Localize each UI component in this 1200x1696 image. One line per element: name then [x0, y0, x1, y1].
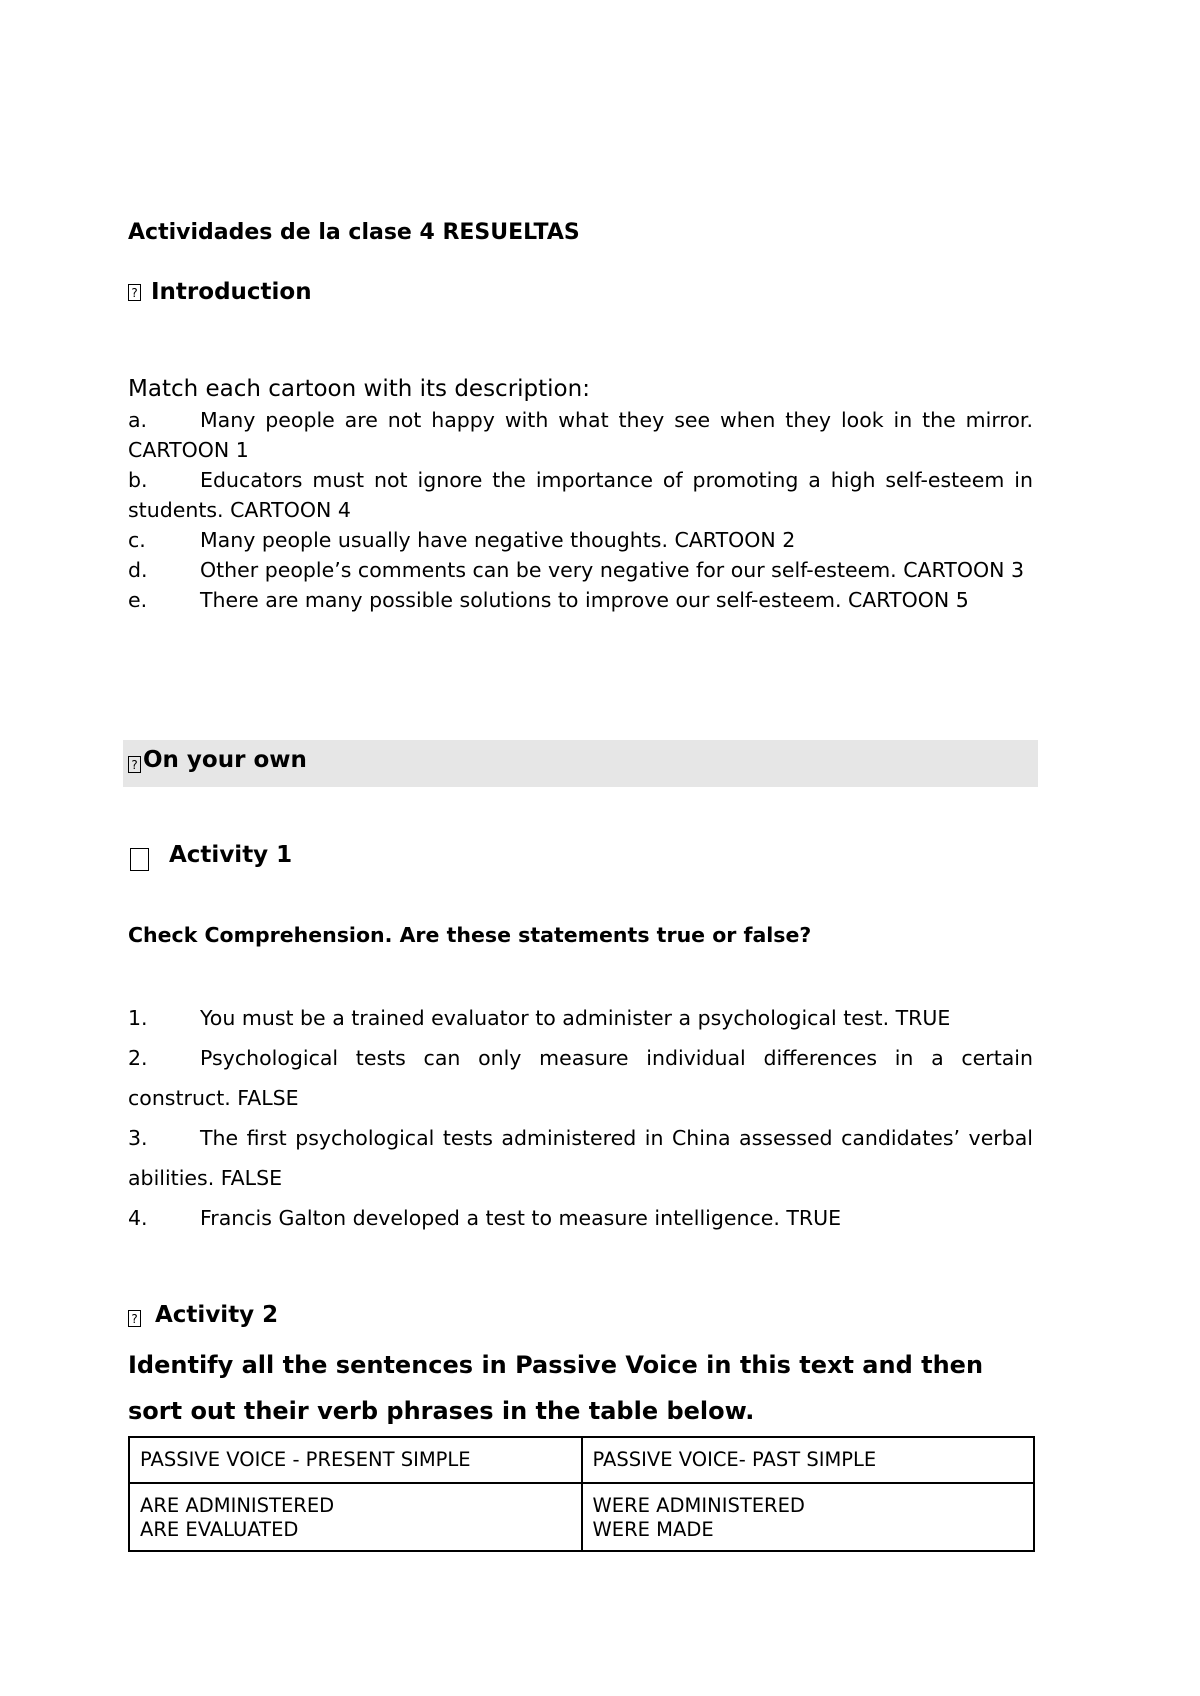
- table-cell-present: ARE ADMINISTERED ARE EVALUATED: [129, 1483, 582, 1551]
- missing-glyph-icon: [130, 848, 149, 871]
- list-item: 3. The first psychological tests administered in China assessed candidates’ verbal abilities. FALSE: [128, 1126, 1033, 1190]
- true-false-list: [128, 998, 1033, 1238]
- missing-glyph-icon: ?: [128, 756, 141, 773]
- activity1-heading: [130, 838, 292, 871]
- match-instruction: Match each cartoon with its description:: [128, 376, 590, 402]
- activity1-instruction: Check Comprehension. Are these statements true or false?: [128, 923, 812, 947]
- introduction-heading-text: Introduction: [151, 279, 312, 305]
- on-your-own-heading: [128, 747, 307, 773]
- match-list: [128, 405, 1033, 615]
- missing-glyph-icon: ?: [128, 284, 141, 301]
- activity2-instruction: Identify all the sentences in Passive Voice in this text and then sort out their verb phrases in the table below.: [128, 1351, 984, 1425]
- list-item: e. There are many possible solutions to improve our self-esteem. CARTOON 5: [128, 588, 969, 612]
- passive-voice-table: [128, 1436, 1035, 1552]
- on-your-own-heading-text: On your own: [143, 747, 307, 773]
- table-cell-past: WERE ADMINISTERED WERE MADE: [582, 1483, 1035, 1551]
- activity2-heading-text: Activity 2: [155, 1302, 279, 1328]
- list-item: d. Other people’s comments can be very negative for our self-esteem. CARTOON 3: [128, 558, 1024, 582]
- list-item: 1. You must be a trained evaluator to administer a psychological test. TRUE: [128, 1006, 951, 1030]
- activity1-heading-text: Activity 1: [169, 841, 293, 868]
- table-header-past: PASSIVE VOICE- PAST SIMPLE: [582, 1437, 1035, 1483]
- introduction-heading: [128, 279, 312, 305]
- list-item: b. Educators must not ignore the importance of promoting a high self-esteem in students. CARTOON 4: [128, 468, 1033, 522]
- activity2-heading: [128, 1302, 278, 1328]
- table-header-row: [129, 1437, 1034, 1483]
- list-item: 2. Psychological tests can only measure individual differences in a certain construct. FALSE: [128, 1046, 1033, 1110]
- missing-glyph-icon: ?: [128, 1310, 141, 1327]
- list-item: 4. Francis Galton developed a test to measure intelligence. TRUE: [128, 1206, 842, 1230]
- table-row: [129, 1483, 1034, 1551]
- document-title: Actividades de la clase 4 RESUELTAS: [128, 220, 580, 245]
- table-header-present: PASSIVE VOICE - PRESENT SIMPLE: [129, 1437, 582, 1483]
- list-item: a. Many people are not happy with what they see when they look in the mirror. CARTOON 1: [128, 408, 1033, 462]
- list-item: c. Many people usually have negative thoughts. CARTOON 2: [128, 528, 796, 552]
